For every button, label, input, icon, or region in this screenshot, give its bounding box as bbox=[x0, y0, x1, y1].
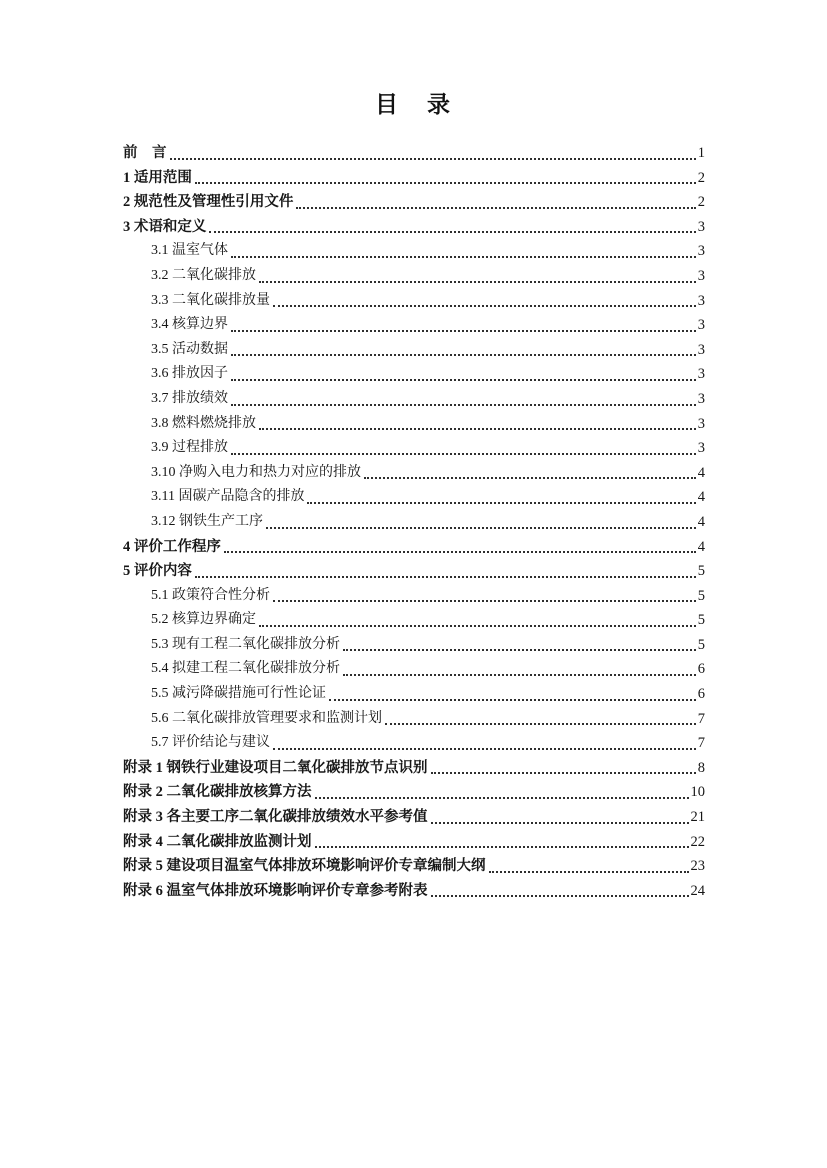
toc-entry-page: 7 bbox=[697, 735, 705, 752]
toc-entry-page: 3 bbox=[697, 390, 705, 407]
toc-entry-page: 6 bbox=[697, 661, 705, 678]
toc-entry-label: 前 言 bbox=[123, 145, 167, 161]
toc-entry bbox=[123, 338, 705, 363]
toc-entry-label: 5 评价内容 bbox=[123, 563, 192, 580]
toc-entry-page: 3 bbox=[697, 267, 705, 284]
dot-leader bbox=[259, 428, 696, 430]
toc-entry bbox=[123, 633, 705, 658]
toc-entry-page: 3 bbox=[697, 317, 705, 334]
toc-entry-page: 23 bbox=[690, 858, 705, 875]
toc-entry bbox=[123, 510, 705, 535]
dot-leader bbox=[259, 281, 696, 283]
toc-entry-label: 1 适用范围 bbox=[123, 169, 192, 186]
toc-entry-label: 附录 6 温室气体排放环境影响评价专章参考附表 bbox=[123, 882, 428, 899]
toc-entry-page: 2 bbox=[697, 169, 705, 186]
toc-entry bbox=[123, 756, 705, 781]
toc-entry bbox=[123, 707, 705, 732]
dot-leader bbox=[231, 256, 696, 258]
toc-entry-page: 4 bbox=[697, 513, 705, 530]
toc-entry-label: 3.11 固碳产品隐含的排放 bbox=[151, 489, 305, 505]
toc-entry-page: 5 bbox=[697, 563, 705, 580]
dot-leader bbox=[343, 674, 696, 676]
toc-entry-label: 3.9 过程排放 bbox=[151, 440, 228, 456]
toc-entry-label: 5.2 核算边界确定 bbox=[151, 612, 256, 628]
toc-entry bbox=[123, 879, 705, 904]
dot-leader bbox=[489, 871, 689, 873]
dot-leader bbox=[231, 379, 696, 381]
dot-leader bbox=[343, 649, 696, 651]
page-title: 目 录 bbox=[375, 92, 453, 117]
dot-leader bbox=[315, 846, 689, 848]
toc-entry-page: 21 bbox=[690, 809, 705, 826]
toc-entry-label: 5.3 现有工程二氧化碳排放分析 bbox=[151, 636, 340, 652]
toc-entry-label: 3.6 排放因子 bbox=[151, 366, 228, 382]
toc-entry-label: 3.1 温室气体 bbox=[151, 243, 228, 259]
toc-entry bbox=[123, 289, 705, 314]
dot-leader bbox=[266, 527, 696, 529]
dot-leader bbox=[329, 699, 696, 701]
dot-leader bbox=[385, 723, 696, 725]
toc-entry bbox=[123, 313, 705, 338]
toc-entry-label: 3.4 核算边界 bbox=[151, 317, 228, 333]
toc-entry-label: 2 规范性及管理性引用文件 bbox=[123, 194, 294, 211]
toc-entry-page: 3 bbox=[697, 440, 705, 457]
toc-entry-label: 3.5 活动数据 bbox=[151, 341, 228, 357]
dot-leader bbox=[364, 477, 696, 479]
toc-entry bbox=[123, 190, 705, 215]
dot-leader bbox=[231, 354, 696, 356]
dot-leader bbox=[273, 748, 696, 750]
toc-entry bbox=[123, 166, 705, 191]
toc-entry bbox=[123, 731, 705, 756]
toc-entry bbox=[123, 830, 705, 855]
toc-entry-label: 附录 2 二氧化碳排放核算方法 bbox=[123, 784, 312, 801]
dot-leader bbox=[195, 182, 696, 184]
toc-entry-label: 3.7 排放绩效 bbox=[151, 390, 228, 406]
toc-entry bbox=[123, 362, 705, 387]
toc-entry-page: 3 bbox=[697, 243, 705, 260]
toc-entry-label: 附录 4 二氧化碳排放监测计划 bbox=[123, 833, 312, 850]
dot-leader bbox=[195, 576, 696, 578]
toc-entry-page: 3 bbox=[697, 292, 705, 309]
toc-entry bbox=[123, 485, 705, 510]
toc-entry bbox=[123, 584, 705, 609]
toc-entry bbox=[123, 535, 705, 560]
toc-entry-page: 24 bbox=[690, 882, 705, 899]
toc-entry-label: 3.2 二氧化碳排放 bbox=[151, 267, 256, 283]
toc-entry bbox=[123, 264, 705, 289]
dot-leader bbox=[431, 772, 696, 774]
toc-entry-page: 3 bbox=[697, 415, 705, 432]
dot-leader bbox=[231, 330, 696, 332]
dot-leader bbox=[273, 305, 696, 307]
dot-leader bbox=[307, 502, 695, 504]
toc-entry bbox=[123, 780, 705, 805]
toc-entry-page: 3 bbox=[697, 341, 705, 358]
toc-entry-label: 5.4 拟建工程二氧化碳排放分析 bbox=[151, 661, 340, 677]
dot-leader bbox=[431, 822, 689, 824]
toc-entry-label: 3.8 燃料燃烧排放 bbox=[151, 415, 256, 431]
toc-entry bbox=[123, 559, 705, 584]
toc-entry-label: 附录 1 钢铁行业建设项目二氧化碳排放节点识别 bbox=[123, 759, 428, 776]
toc-entry-page: 4 bbox=[697, 489, 705, 506]
toc-entry-page: 8 bbox=[697, 759, 705, 776]
dot-leader bbox=[170, 158, 696, 160]
toc-entry-label: 3.10 净购入电力和热力对应的排放 bbox=[151, 464, 361, 480]
dot-leader bbox=[431, 895, 689, 897]
toc-entry-page: 3 bbox=[697, 366, 705, 383]
toc-entry bbox=[123, 239, 705, 264]
toc-list bbox=[123, 141, 705, 903]
toc-entry bbox=[123, 608, 705, 633]
toc-entry bbox=[123, 436, 705, 461]
toc-entry-page: 10 bbox=[690, 784, 705, 801]
dot-leader bbox=[231, 404, 696, 406]
toc-entry-label: 5.1 政策符合性分析 bbox=[151, 587, 270, 603]
toc-entry-page: 2 bbox=[697, 194, 705, 211]
toc-entry-label: 附录 5 建设项目温室气体排放环境影响评价专章编制大纲 bbox=[123, 858, 486, 875]
dot-leader bbox=[296, 207, 695, 209]
toc-entry-page: 5 bbox=[697, 612, 705, 629]
toc-entry bbox=[123, 412, 705, 437]
toc-entry-label: 4 评价工作程序 bbox=[123, 538, 221, 555]
dot-leader bbox=[273, 600, 696, 602]
toc-entry-page: 7 bbox=[697, 710, 705, 727]
dot-leader bbox=[224, 551, 696, 553]
toc-entry bbox=[123, 461, 705, 486]
toc-entry-label: 3.12 钢铁生产工序 bbox=[151, 513, 263, 529]
toc-entry bbox=[123, 805, 705, 830]
toc-entry bbox=[123, 657, 705, 682]
toc-entry-label: 5.7 评价结论与建议 bbox=[151, 735, 270, 751]
dot-leader bbox=[209, 231, 695, 233]
toc-entry bbox=[123, 854, 705, 879]
toc-entry bbox=[123, 387, 705, 412]
toc-entry-page: 4 bbox=[697, 538, 705, 555]
toc-entry-page: 5 bbox=[697, 587, 705, 604]
toc-entry-label: 5.5 减污降碳措施可行性论证 bbox=[151, 686, 326, 702]
toc-entry-label: 附录 3 各主要工序二氧化碳排放绩效水平参考值 bbox=[123, 809, 428, 826]
toc-entry-label: 5.6 二氧化碳排放管理要求和监测计划 bbox=[151, 710, 382, 726]
toc-entry bbox=[123, 141, 705, 166]
toc-entry-page: 5 bbox=[697, 636, 705, 653]
toc-entry-label: 3 术语和定义 bbox=[123, 218, 207, 235]
toc-entry-page: 6 bbox=[697, 686, 705, 703]
toc-entry bbox=[123, 682, 705, 707]
dot-leader bbox=[231, 453, 696, 455]
toc-entry bbox=[123, 215, 705, 240]
dot-leader bbox=[259, 625, 696, 627]
toc-entry-page: 22 bbox=[690, 833, 705, 850]
toc-entry-page: 4 bbox=[697, 464, 705, 481]
toc-entry-page: 3 bbox=[697, 218, 705, 235]
toc-entry-label: 3.3 二氧化碳排放量 bbox=[151, 292, 270, 308]
toc-entry-page: 1 bbox=[697, 145, 705, 161]
dot-leader bbox=[315, 797, 689, 799]
